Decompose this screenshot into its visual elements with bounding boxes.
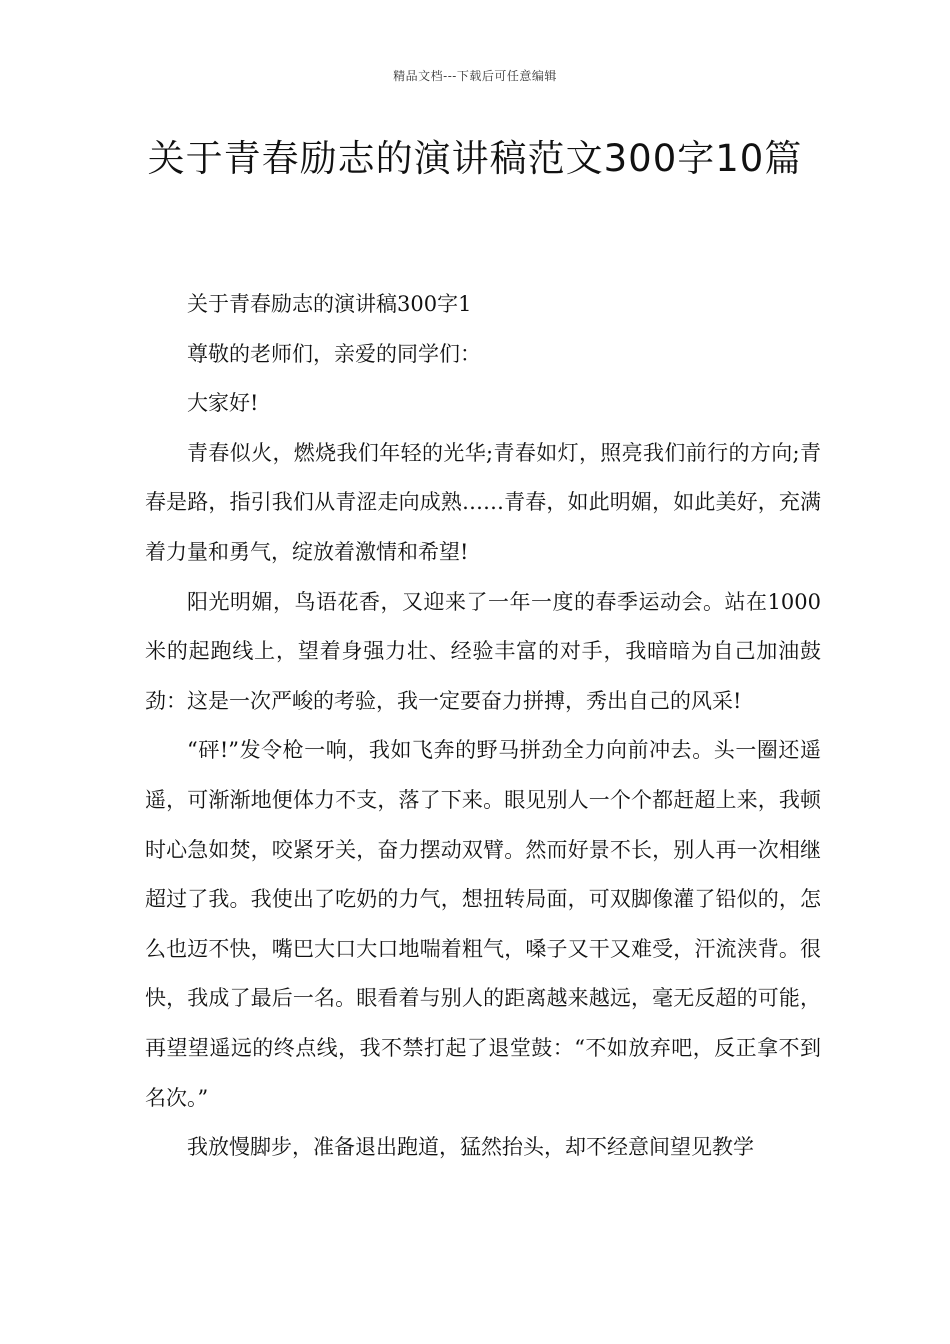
body-paragraph: 青春似火，燃烧我们年轻的光华;青春如灯，照亮我们前行的方向;青春是路，指引我们从青涩走向成熟……青春，如此明媚，如此美好，充满着力量和勇气，绽放着激情和希望! bbox=[145, 440, 821, 564]
body-paragraph: 我放慢脚步，准备退出跑道，猛然抬头，却不经意间望见教学 bbox=[187, 1135, 754, 1160]
greeting: 大家好! bbox=[187, 391, 259, 416]
body-paragraph: 阳光明媚，鸟语花香，又迎来了一年一度的春季运动会。站在1000米的起跑线上，望着身强力壮、经验丰富的对手，我暗暗为自己加油鼓劲：这是一次严峻的考验，我一定要奋力拼搏，秀出自己的风采! bbox=[145, 589, 821, 713]
section-heading: 关于青春励志的演讲稿300字1 bbox=[187, 292, 472, 316]
body-paragraph: “砰!”发令枪一响，我如飞奔的野马拼劲全力向前冲去。头一圈还遥遥，可渐渐地便体力不支，落了下来。眼见别人一个个都赶超上来，我顿时心急如焚，咬紧牙关，奋力摆动双臂。然而好景不长，别人再一次相继超过了我。我使出了吃奶的力气，想扭转局面，可双脚像灌了铅似的，怎么也迈不快，嘴巴大口大口地喘着粗气，嗓子又干又难受，汗流浃背。很快，我成了最后一名。眼看着与别人的距离越来越远，毫无反超的可能，再望望遥远的终点线，我不禁打起了退堂鼓：“不如放弃吧，反正拿不到名次。” bbox=[145, 738, 821, 1110]
header-note: 精品文档---下载后可任意编辑 bbox=[393, 69, 557, 83]
document-body bbox=[145, 280, 821, 1173]
document-title: 关于青春励志的演讲稿范文300字10篇 bbox=[147, 137, 803, 180]
salutation: 尊敬的老师们，亲爱的同学们： bbox=[187, 341, 481, 366]
